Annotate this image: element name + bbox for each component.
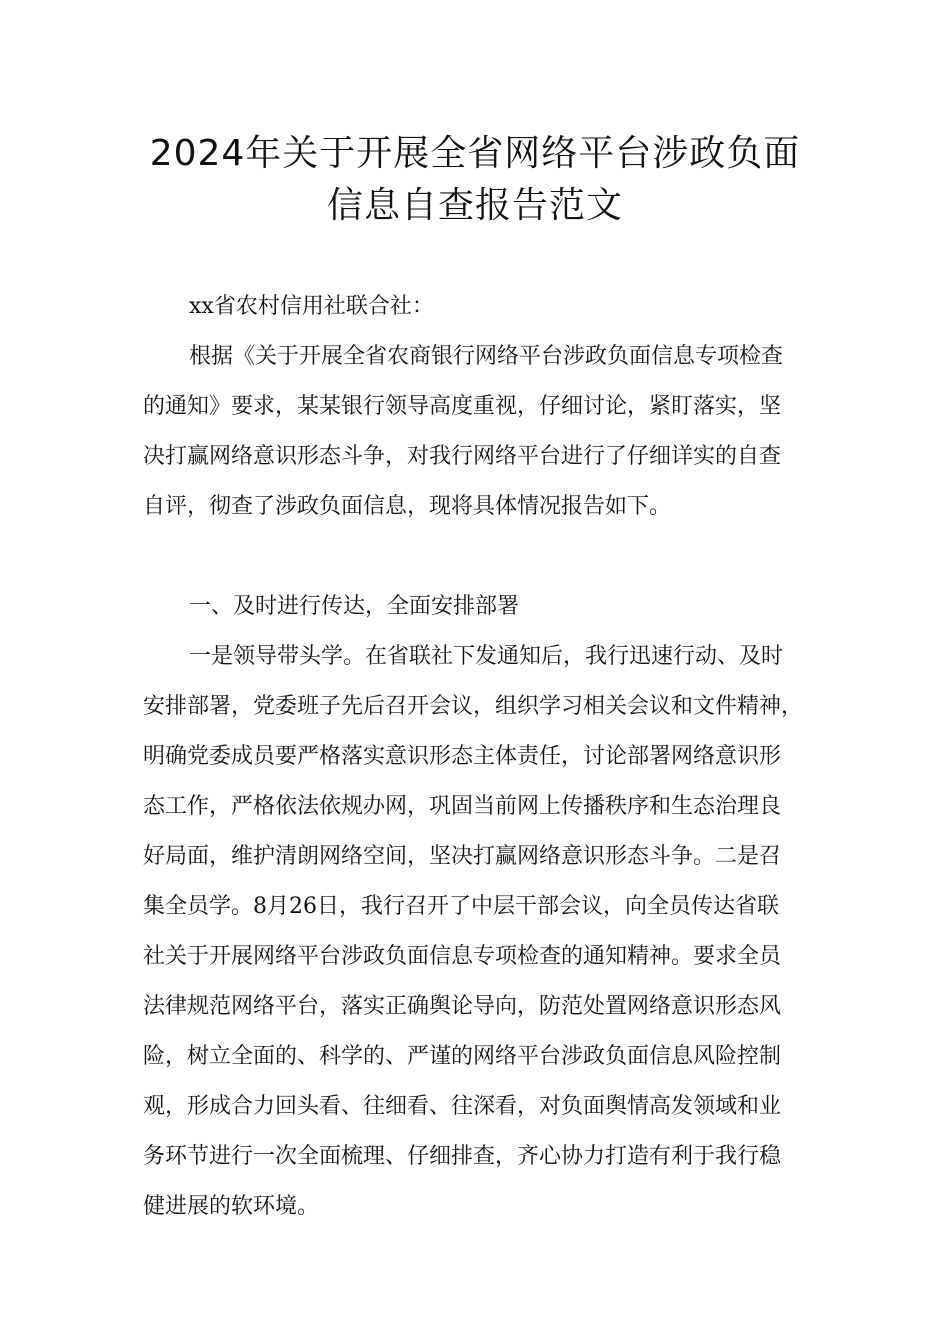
- paragraph-line: 集全员学。8月26日，我行召开了中层干部会议，向全员传达省联: [143, 894, 779, 919]
- paragraph-line: 险，树立全面的、科学的、严谨的网络平台涉政负面信息风险控制: [143, 1044, 782, 1069]
- blank-line: [143, 532, 833, 582]
- paragraph-line: 根据《关于开展全省农商银行网络平台涉政负面信息专项检查: [189, 344, 784, 369]
- paragraph-line: 决打赢网络意识形态斗争，对我行网络平台进行了仔细详实的自查: [143, 444, 782, 469]
- paragraph-line: 健进展的软环境。: [143, 1194, 320, 1219]
- paragraph-line: 务环节进行一次全面梳理、仔细排查，齐心协力打造有利于我行稳: [143, 1144, 782, 1169]
- paragraph-line: 好局面，维护清朗网络空间，坚决打赢网络意识形态斗争。二是召: [143, 844, 782, 869]
- paragraph-line: 观，形成合力回头看、往细看、往深看，对负面舆情高发领域和业: [143, 1094, 782, 1119]
- document-title: [100, 128, 850, 232]
- section-heading: 一、及时进行传达，全面安排部署: [189, 594, 520, 619]
- paragraph-line: 社关于开展网络平台涉政负面信息专项检查的通知精神。要求全员: [143, 944, 782, 969]
- paragraph-line: 一是领导带头学。在省联社下发通知后，我行迅速行动、及时: [189, 644, 784, 669]
- paragraph-line: 态工作，严格依法依规办网，巩固当前网上传播秩序和生态治理良: [143, 794, 782, 819]
- document-body: [143, 282, 833, 1232]
- salutation: xx省农村信用社联合社：: [189, 294, 434, 319]
- paragraph-line: 自评，彻查了涉政负面信息，现将具体情况报告如下。: [143, 494, 672, 519]
- paragraph-line: 明确党委成员要严格落实意识形态主体责任，讨论部署网络意识形: [143, 744, 782, 769]
- paragraph-1: [143, 332, 833, 532]
- paragraph-line: 的通知》要求，某某银行领导高度重视，仔细讨论，紧盯落实，坚: [143, 394, 782, 419]
- title-line: 信息自查报告范文: [326, 185, 623, 226]
- paragraph-2: [143, 632, 833, 1232]
- title-line: 2024年关于开展全省网络平台涉政负面: [149, 133, 801, 174]
- paragraph-line: 法律规范网络平台，落实正确舆论导向，防范处置网络意识形态风: [143, 994, 782, 1019]
- paragraph-line: 安排部署，党委班子先后召开会议，组织学习相关会议和文件精神，: [143, 694, 804, 719]
